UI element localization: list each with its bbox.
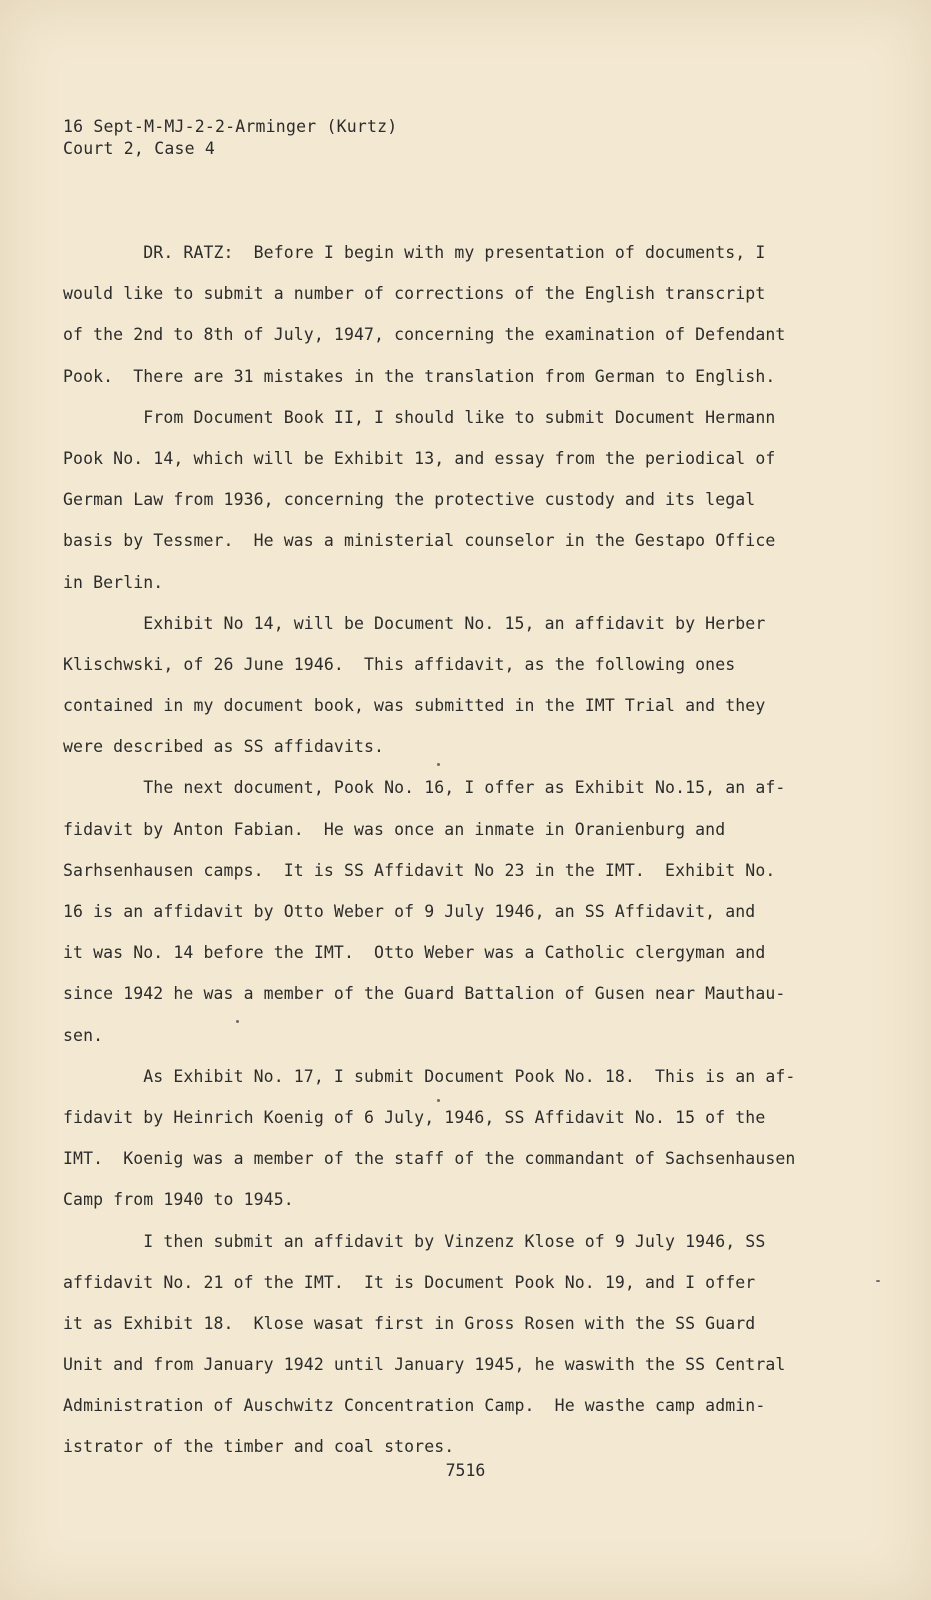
- text-line: were described as SS affidavits.: [63, 737, 385, 757]
- text-line: it was No. 14 before the IMT. Otto Weber was a Catholic clergyman and: [63, 943, 766, 963]
- paragraph-exhibit-17: [63, 1056, 823, 1221]
- paper-speck: [236, 1020, 239, 1023]
- paper-speck: [437, 763, 440, 766]
- text-line: Camp from 1940 to 1945.: [63, 1190, 294, 1210]
- paragraph-exhibit-14: [63, 603, 823, 768]
- document-header: [63, 116, 397, 160]
- text-line: of the 2nd to 8th of July, 1947, concerning the examination of Defendant: [63, 325, 786, 345]
- text-line: basis by Tessmer. He was a ministerial counselor in the Gestapo Office: [63, 531, 776, 551]
- text-line: istrator of the timber and coal stores.: [63, 1437, 455, 1457]
- text-line: DR. RATZ: Before I begin with my presentation of documents, I: [63, 243, 766, 262]
- text-line: 16 is an affidavit by Otto Weber of 9 July 1946, an SS Affidavit, and: [63, 902, 756, 921]
- text-line: contained in my document book, was submitted in the IMT Trial and they: [63, 696, 766, 716]
- text-line: since 1942 he was a member of the Guard Battalion of Gusen near Mauthau-: [63, 984, 786, 1004]
- text-line: in Berlin.: [63, 572, 164, 592]
- text-line: Sarhsenhausen camps. It is SS Affidavit No 23 in the IMT. Exhibit No.: [63, 860, 776, 880]
- page-number: 7516: [445, 1461, 486, 1480]
- paragraph-exhibit-18: [63, 1221, 823, 1468]
- header-session-line: 16 Sept-M-MJ-2-2-Arminger (Kurtz): [63, 117, 398, 136]
- text-line: As Exhibit No. 17, I submit Document Pook No. 18. This is an af-: [63, 1066, 796, 1086]
- paragraph-exhibit-13: [63, 397, 823, 603]
- paragraph-exhibit-15-16: [63, 767, 823, 1055]
- text-line: Administration of Auschwitz Concentration Camp. He wasthe camp admin-: [63, 1396, 766, 1416]
- text-line: German Law from 1936, concerning the protective custody and its legal: [63, 490, 756, 510]
- text-line: Pook No. 14, which will be Exhibit 13, and essay from the periodical of: [63, 448, 776, 468]
- transcript-body: [63, 232, 823, 1468]
- text-line: sen.: [63, 1025, 104, 1045]
- header-court-line: Court 2, Case 4: [63, 139, 216, 158]
- text-line: Unit and from January 1942 until January 1945, he waswith the SS Central: [63, 1355, 786, 1375]
- text-line: would like to submit a number of corrections of the English transcript: [63, 284, 766, 304]
- paragraph-ratz-corrections: [63, 232, 823, 397]
- text-line: From Document Book II, I should like to submit Document Hermann: [63, 407, 776, 427]
- paper-speck: [437, 1099, 440, 1102]
- text-line: Exhibit No 14, will be Document No. 15, an affidavit by Herber: [63, 613, 766, 633]
- text-line: fidavit by Heinrich Koenig of 6 July, 1946, SS Affidavit No. 15 of the: [63, 1107, 766, 1127]
- paper-speck: [876, 1280, 880, 1282]
- text-line: fidavit by Anton Fabian. He was once an inmate in Oranienburg and: [63, 819, 726, 839]
- text-line: Klischwski, of 26 June 1946. This affidavit, as the following ones: [63, 654, 736, 674]
- text-line: Pook. There are 31 mistakes in the translation from German to English.: [63, 366, 776, 386]
- text-line: it as Exhibit 18. Klose wasat first in Gross Rosen with the SS Guard: [63, 1313, 756, 1333]
- text-line: The next document, Pook No. 16, I offer as Exhibit No.15, an af-: [63, 778, 786, 798]
- text-line: affidavit No. 21 of the IMT. It is Document Pook No. 19, and I offer: [63, 1272, 756, 1292]
- text-line: I then submit an affidavit by Vinzenz Klose of 9 July 1946, SS: [63, 1231, 766, 1251]
- text-line: IMT. Koenig was a member of the staff of the commandant of Sachsenhausen: [63, 1149, 796, 1169]
